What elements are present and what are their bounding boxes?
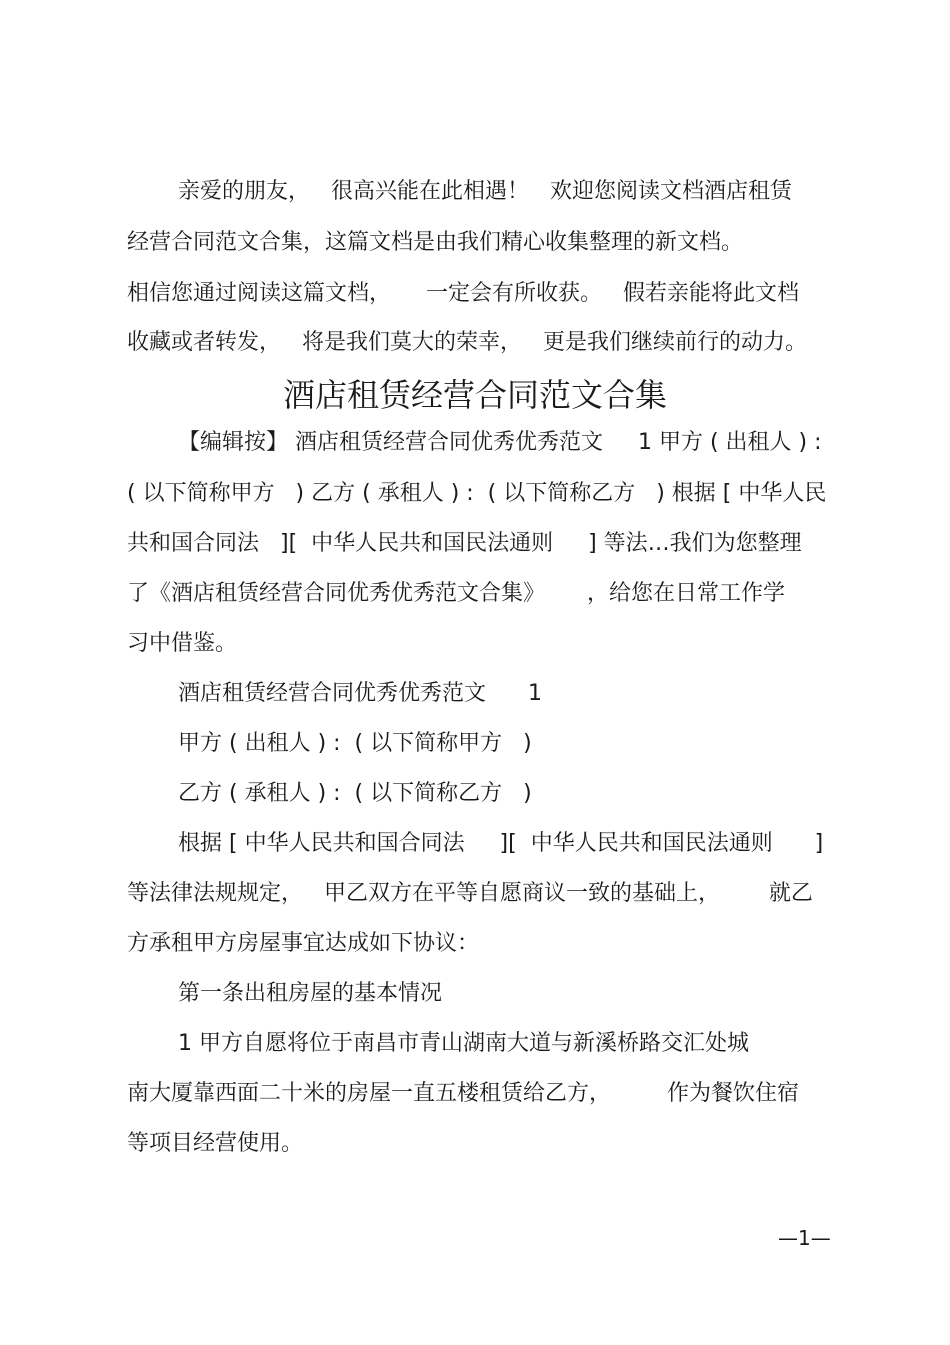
intro-line-3: 相信您通过阅读这篇文档， 一定会有所收获。 假若亲能将此文档 [127, 281, 799, 306]
article-1-line-2: 南大厦靠西面二十米的房屋一直五楼租赁给乙方， 作为餐饮住宿 [127, 1081, 799, 1106]
editor-note-line-4: 了《酒店租赁经营合同优秀优秀范文合集》 ，给您在日常工作学 [127, 581, 785, 606]
article-1-heading: 第一条出租房屋的基本情况 [178, 981, 443, 1006]
party-b-line: 乙方 ( 承租人 ) : ( 以下简称乙方 ) [178, 781, 532, 806]
editor-note-line-1: 【编辑按】 酒店租赁经营合同优秀优秀范文 1 甲方 ( 出租人 ) : [178, 430, 822, 455]
party-a-line: 甲方 ( 出租人 ) : ( 以下简称甲方 ) [178, 731, 532, 756]
contract-heading: 酒店租赁经营合同优秀优秀范文 1 [178, 681, 542, 706]
article-1-line-3: 等项目经营使用。 [127, 1131, 304, 1156]
editor-note-line-5: 习中借鉴。 [127, 631, 238, 656]
basis-line-2: 等法律法规规定， 甲乙双方在平等自愿商议一致的基础上， 就乙 [127, 881, 813, 906]
editor-note-line-3: 共和国合同法 ][ 中华人民共和国民法通则 ] 等法…我们为您整理 [127, 531, 802, 556]
basis-line-3: 方承租甲方房屋事宜达成如下协议： [127, 931, 480, 956]
page-number: —1— [778, 1226, 831, 1250]
article-1-line-1: 1 甲方自愿将位于南昌市青山湖南大道与新溪桥路交汇处城 [178, 1031, 749, 1056]
intro-line-2: 经营合同范文合集，这篇文档是由我们精心收集整理的新文档。 [127, 230, 744, 255]
document-title: 酒店租赁经营合同范文合集 [282, 376, 667, 414]
editor-note-line-2: ( 以下简称甲方 ) 乙方 ( 承租人 ) : ( 以下简称乙方 ) 根据 [ 中华人民 [127, 481, 827, 506]
intro-line-4: 收藏或者转发， 将是我们莫大的荣幸， 更是我们继续前行的动力。 [127, 330, 807, 355]
intro-line-1: 亲爱的朋友， 很高兴能在此相遇！ 欢迎您阅读文档酒店租赁 [178, 179, 792, 204]
basis-line-1: 根据 [ 中华人民共和国合同法 ][ 中华人民共和国民法通则 ] [178, 831, 824, 856]
